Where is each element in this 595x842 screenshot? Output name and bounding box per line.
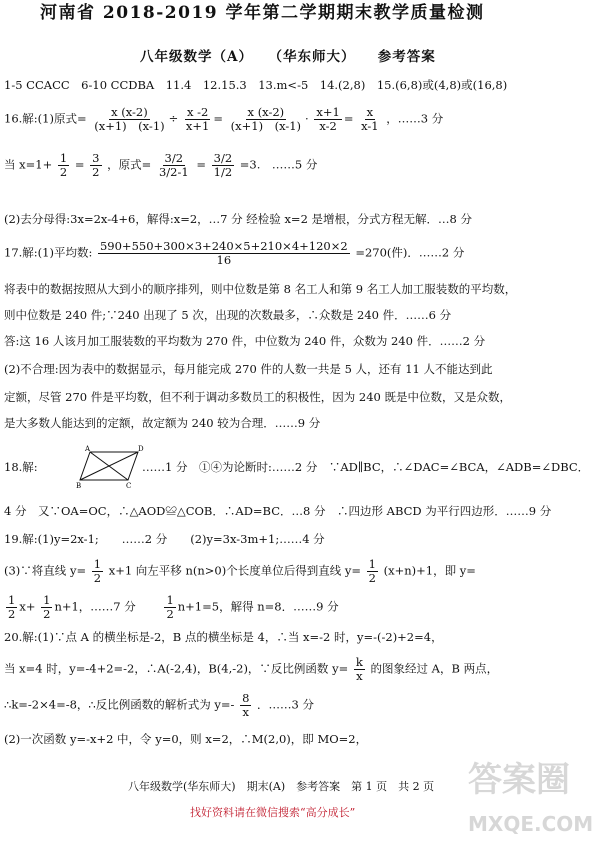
fraction: $\frac{1}{2}$ bbox=[8, 593, 16, 621]
fraction: $\frac{8}{x}$ bbox=[242, 691, 250, 719]
q16-substitution: 当 x=1+ $\frac{1}{2}$ = $\frac{3}{2}$ ，原式= $\frac{3/2}{3/2-1}$ = $\frac{3/2}{1/2}$ =3. ……5 分 bbox=[4, 151, 318, 179]
point-label-c: C bbox=[126, 482, 132, 490]
q17-line-2: 将表中的数据按照从大到小的顺序排列，则中位数是第 8 名工人和第 9 名工人加工服装数的平均数， bbox=[4, 282, 517, 296]
fraction: $\frac{x+1}{x-2}$ bbox=[316, 105, 340, 133]
q17-line-5: (2)不合理:因为表中的数据显示，每月能完成 270 件的人数一共是 5 人，还有 11 人不能达到此 bbox=[4, 362, 493, 376]
fraction: $\frac{x (x-2)}{(x+1) (x-1)}$ bbox=[230, 105, 302, 133]
q20-line-2: 当 x=4 时，y=-4+2=-2，∴A(-2,4)，B(4,-2)，∵反比例函数 y= $\frac{k}{x}$ 的图象经过 A，B 两点， bbox=[4, 655, 499, 683]
q20-line-3: ∴k=-2×4=-8，∴反比例函数的解析式为 y=- $\frac{8}{x}$ ．……3 分 bbox=[4, 691, 315, 719]
watermark-logo: 答案圈 bbox=[468, 760, 570, 800]
q20-line-4: (2)一次函数 y=-x+2 中，令 y=0，则 x=2，∴M(2,0)，即 MO=2， bbox=[4, 732, 368, 746]
page-title: 河南省 2018-2019 学年第二学期期末教学质量检测 bbox=[40, 3, 485, 23]
q18-line-2: 4 分 又∵OA=OC，∴△AOD≌△COB．∴AD=BC．…8 分 ∴四边形 ABCD 为平行四边形．……9 分 bbox=[4, 504, 552, 518]
page-subtitle: 八年级数学（A） （华东师大） 参考答案 bbox=[140, 49, 436, 65]
promo-text: 找好资料请在微信搜索“高分成长” bbox=[190, 806, 356, 819]
q19-line-1: 19.解:(1)y=2x-1; ……2 分 (2)y=3x-3m+1;……4 分 bbox=[4, 532, 325, 546]
q16-label: 16.解:(1)原式= bbox=[4, 111, 87, 126]
watermark-url: MXQE.COM bbox=[468, 812, 594, 836]
fraction: $\frac{1}{2}$ bbox=[368, 557, 376, 585]
q17-line-3: 则中位数是 240 件;∵240 出现了 5 次，出现的次数最多，∴众数是 240 件．……6 分 bbox=[4, 308, 452, 322]
fraction: $\frac{1}{2}$ bbox=[93, 557, 102, 585]
fraction: $\frac{3}{2}$ bbox=[92, 151, 100, 179]
point-label-a: A bbox=[85, 445, 91, 453]
answers-line-1-15: 1-5 CCACC 6-10 CCDBA 11.4 12.15.3 13.m<-5 14.(2,8) 15.(6,8)或(4,8)或(16,8) bbox=[4, 78, 508, 92]
page-footer: 八年级数学(华东师大) 期末(A) 参考答案 第 1 页 共 2 页 bbox=[128, 780, 435, 793]
q20-line-1: 20.解:(1)∵点 A 的横坐标是-2，B 点的横坐标是 4，∴当 x=-2 时，y=-(-2)+2=4， bbox=[4, 630, 443, 644]
q16-part1: 16.解:(1)原式= $\frac{x (x-2)}{(x+1) (x-1)}$ ÷ $\frac{x -2}{x+1}$ = $\frac{x (x-2)}{(x+1) (x-1)}$ · $\frac{x+1}{x-2}$ = $\frac{x}{x-1}$ ，……3 分 bbox=[4, 105, 444, 133]
q17-line-6: 定额，尽管 270 件是平均数，但不利于调动多数员工的积极性，因为 240 既是中位数，又是众数， bbox=[4, 390, 512, 404]
fraction: $\frac{1}{2}$ bbox=[166, 593, 174, 621]
fraction: $\frac{x (x-2)}{(x+1) (x-1)}$ bbox=[94, 105, 165, 133]
fraction: $\frac{1}{2}$ bbox=[43, 593, 51, 621]
fraction: $\frac{x -2}{x+1}$ bbox=[185, 105, 210, 133]
point-label-d: D bbox=[138, 445, 144, 453]
fraction: $\frac{k}{x}$ bbox=[355, 655, 363, 683]
point-label-b: B bbox=[76, 482, 82, 490]
q17-line-4: 答:这 16 人该月加工服装数的平均数为 270 件，中位数为 240 件，众数为 240 件．……2 分 bbox=[4, 334, 486, 348]
parallelogram-figure bbox=[76, 444, 144, 490]
q17-line-7: 是大多数人能达到的定额，故定额为 240 较为合理．……9 分 bbox=[4, 416, 321, 430]
fraction: $\frac{3/2}{1/2}$ bbox=[213, 151, 233, 179]
q19-line-2: (3)∵将直线 y= $\frac{1}{2}$ x+1 向左平移 n(n>0)个长度单位后得到直线 y= $\frac{1}{2}$ (x+n)+1，即 y= bbox=[4, 557, 476, 585]
fraction: $\frac{590+550+300\times 3+240\times 5+210\times 4+120\times 2}{16}$ bbox=[99, 239, 348, 267]
q17-part1: 17.解:(1)平均数: $\frac{590+550+300\times 3+240\times 5+210\times 4+120\times 2}{16}$ =270(件)．……2 分 bbox=[4, 239, 465, 267]
q16-part2: (2)去分母得:3x=2x-4+6，解得:x=2，…7 分 经检验 x=2 是增根，分式方程无解．…8 分 bbox=[4, 212, 473, 226]
fraction: $\frac{x}{x-1}$ bbox=[361, 105, 379, 133]
fraction: $\frac{1}{2}$ bbox=[59, 151, 68, 179]
fraction: $\frac{3/2}{3/2-1}$ bbox=[158, 151, 189, 179]
q18-label: 18.解: bbox=[4, 460, 38, 474]
q18-line-1: ……1 分 ①④为论断时:……2 分 ∵AD∥BC，∴∠DAC=∠BCA，∠ADB=∠DBC． bbox=[142, 460, 590, 474]
q19-line-3: $\frac{1}{2}$ x+ $\frac{1}{2}$ n+1，……7 分 $\frac{1}{2}$ n+1=5，解得 n=8．……9 分 bbox=[8, 593, 339, 621]
